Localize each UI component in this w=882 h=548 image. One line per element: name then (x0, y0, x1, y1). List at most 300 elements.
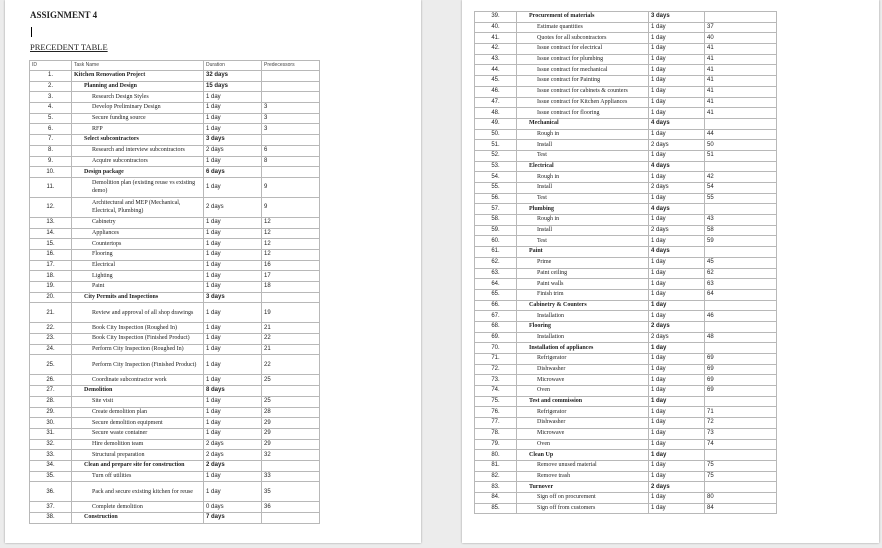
table-row (30, 167, 320, 178)
table-row (475, 386, 777, 397)
table-row (475, 300, 777, 311)
task-name: Coordinate subcontractor work (72, 375, 204, 386)
task-id: 31. (30, 428, 72, 439)
task-id: 50. (475, 129, 517, 140)
task-id: 5. (30, 113, 72, 124)
task-predecessors: 71 (705, 407, 777, 418)
task-name: Plumbing (517, 204, 649, 215)
task-duration: 1 day (649, 343, 705, 354)
task-name: Test and commission (517, 396, 649, 407)
task-duration: 1 day (204, 217, 262, 228)
task-predecessors: 3 (262, 113, 320, 124)
task-predecessors: 41 (705, 108, 777, 119)
task-id: 32. (30, 439, 72, 450)
table-row (30, 355, 320, 375)
task-id: 61. (475, 247, 517, 258)
task-predecessors: 6 (262, 145, 320, 156)
document-page-2 (462, 0, 879, 543)
task-duration: 1 day (649, 65, 705, 76)
task-name: Issue contract for plumbing (517, 54, 649, 65)
task-predecessors: 59 (705, 236, 777, 247)
table-row (475, 503, 777, 514)
task-id: 42. (475, 44, 517, 55)
task-id: 26. (30, 375, 72, 386)
task-name: Hire demolition team (72, 439, 204, 450)
document-page-1 (5, 0, 421, 543)
task-predecessors: 58 (705, 225, 777, 236)
task-predecessors (705, 12, 777, 23)
table-row (30, 513, 320, 524)
task-duration: 1 day (204, 396, 262, 407)
task-duration: 0 days (204, 502, 262, 513)
task-name: Remove trash (517, 471, 649, 482)
task-name: Issue contract for flooring (517, 108, 649, 119)
task-predecessors (262, 460, 320, 471)
task-duration: 1 day (649, 150, 705, 161)
task-predecessors: 69 (705, 386, 777, 397)
table-row (30, 502, 320, 513)
task-id: 83. (475, 482, 517, 493)
task-predecessors: 28 (262, 407, 320, 418)
task-predecessors: 32 (262, 450, 320, 461)
task-predecessors (705, 300, 777, 311)
task-predecessors (262, 81, 320, 92)
task-id: 27. (30, 386, 72, 397)
task-name: Select subcontractors (72, 135, 204, 146)
task-duration: 4 days (649, 204, 705, 215)
task-name: Flooring (517, 321, 649, 332)
task-name: Complete demolition (72, 502, 204, 513)
table-row (475, 33, 777, 44)
task-predecessors: 72 (705, 418, 777, 429)
task-duration: 1 day (204, 471, 262, 482)
table-row (475, 332, 777, 343)
task-duration: 1 day (204, 375, 262, 386)
table-header-row (30, 61, 320, 71)
task-id: 18. (30, 271, 72, 282)
task-duration: 1 day (649, 44, 705, 55)
task-predecessors: 69 (705, 364, 777, 375)
table-row (475, 289, 777, 300)
task-name: Construction (72, 513, 204, 524)
task-name: Installation of appliances (517, 343, 649, 354)
task-name: Cabinetry & Counters (517, 300, 649, 311)
task-name: Issue contract for Painting (517, 76, 649, 87)
task-id: 30. (30, 418, 72, 429)
task-duration: 1 day (649, 193, 705, 204)
task-id: 21. (30, 303, 72, 323)
task-duration: 7 days (204, 513, 262, 524)
task-id: 84. (475, 492, 517, 503)
table-row (475, 460, 777, 471)
task-id: 82. (475, 471, 517, 482)
task-predecessors: 18 (262, 282, 320, 293)
task-predecessors: 74 (705, 439, 777, 450)
task-predecessors: 64 (705, 289, 777, 300)
task-predecessors: 19 (262, 303, 320, 323)
task-id: 39. (475, 12, 517, 23)
table-row (30, 145, 320, 156)
task-id: 49. (475, 118, 517, 129)
task-name: Secure demolition equipment (72, 418, 204, 429)
task-id: 64. (475, 279, 517, 290)
table-row (475, 215, 777, 226)
task-duration: 1 day (649, 76, 705, 87)
table-body-1 (30, 71, 320, 524)
table-row (475, 311, 777, 322)
task-predecessors: 44 (705, 129, 777, 140)
task-name: Research and interview subcontractors (72, 145, 204, 156)
table-row (475, 225, 777, 236)
table-row (475, 150, 777, 161)
task-duration: 2 days (649, 332, 705, 343)
task-name: Quotes for all subcontractors (517, 33, 649, 44)
task-id: 54. (475, 172, 517, 183)
task-id: 58. (475, 215, 517, 226)
table-row (30, 282, 320, 293)
task-name: Dishwasher (517, 364, 649, 375)
task-predecessors: 48 (705, 332, 777, 343)
task-duration: 1 day (204, 323, 262, 334)
table-row (475, 204, 777, 215)
task-name: Issue contract for mechanical (517, 65, 649, 76)
task-name: Flooring (72, 249, 204, 260)
task-id: 67. (475, 311, 517, 322)
table-row (30, 217, 320, 228)
table-body-2 (475, 12, 777, 514)
task-predecessors: 41 (705, 76, 777, 87)
task-id: 22. (30, 323, 72, 334)
task-duration: 1 day (204, 156, 262, 167)
task-duration: 1 day (649, 396, 705, 407)
task-name: Test (517, 236, 649, 247)
task-id: 60. (475, 236, 517, 247)
task-name: Finish trim (517, 289, 649, 300)
task-id: 16. (30, 249, 72, 260)
task-duration: 1 day (649, 289, 705, 300)
task-duration: 1 day (649, 86, 705, 97)
task-id: 65. (475, 289, 517, 300)
task-name: Sign off on procurement (517, 492, 649, 503)
task-duration: 6 days (204, 167, 262, 178)
task-duration: 1 day (649, 97, 705, 108)
task-duration: 1 day (649, 386, 705, 397)
table-row (475, 118, 777, 129)
task-predecessors (262, 135, 320, 146)
task-name: Install (517, 140, 649, 151)
table-row (475, 450, 777, 461)
task-duration: 1 day (204, 228, 262, 239)
header-task-name: Task Name (72, 61, 204, 71)
task-predecessors: 12 (262, 228, 320, 239)
task-id: 75. (475, 396, 517, 407)
task-duration: 1 day (649, 364, 705, 375)
table-row (475, 161, 777, 172)
task-name: Paint ceiling (517, 268, 649, 279)
task-id: 8. (30, 145, 72, 156)
task-name: Demolition (72, 386, 204, 397)
table-row (30, 386, 320, 397)
task-id: 73. (475, 375, 517, 386)
table-row (30, 156, 320, 167)
task-predecessors (705, 247, 777, 258)
task-name: Planning and Design (72, 81, 204, 92)
table-row (475, 22, 777, 33)
task-id: 80. (475, 450, 517, 461)
task-duration: 2 days (204, 439, 262, 450)
header-predecessors: Predecessors (262, 61, 320, 71)
task-predecessors: 40 (705, 33, 777, 44)
table-row (30, 71, 320, 82)
task-predecessors: 36 (262, 502, 320, 513)
task-duration: 3 days (204, 135, 262, 146)
precedent-table-part-1 (29, 60, 320, 524)
table-row (30, 292, 320, 303)
task-id: 59. (475, 225, 517, 236)
task-name: Rough in (517, 215, 649, 226)
task-name: Microwave (517, 428, 649, 439)
task-name: Estimate quantities (517, 22, 649, 33)
task-predecessors: 41 (705, 44, 777, 55)
task-id: 53. (475, 161, 517, 172)
task-name: Lighting (72, 271, 204, 282)
table-row (475, 257, 777, 268)
task-id: 71. (475, 354, 517, 365)
task-duration: 1 day (649, 268, 705, 279)
task-predecessors (705, 204, 777, 215)
task-name: Mechanical (517, 118, 649, 129)
task-id: 66. (475, 300, 517, 311)
table-row (30, 396, 320, 407)
task-id: 20. (30, 292, 72, 303)
precedent-table-heading: PRECEDENT TABLE (30, 42, 108, 52)
table-row (30, 450, 320, 461)
table-row (475, 97, 777, 108)
task-duration: 1 day (649, 279, 705, 290)
task-duration: 2 days (649, 183, 705, 194)
task-name: Design package (72, 167, 204, 178)
task-duration: 1 day (204, 249, 262, 260)
table-row (475, 354, 777, 365)
task-name: Refrigerator (517, 407, 649, 418)
task-name: Cabinetry (72, 217, 204, 228)
task-predecessors: 69 (705, 354, 777, 365)
task-predecessors: 45 (705, 257, 777, 268)
table-row (475, 172, 777, 183)
task-name: Electrical (72, 260, 204, 271)
task-id: 72. (475, 364, 517, 375)
task-duration: 1 day (649, 129, 705, 140)
task-duration: 1 day (204, 482, 262, 502)
task-predecessors (262, 167, 320, 178)
task-name: Site visit (72, 396, 204, 407)
table-row (475, 364, 777, 375)
table-row (475, 279, 777, 290)
task-id: 51. (475, 140, 517, 151)
task-predecessors: 21 (262, 323, 320, 334)
table-row (475, 65, 777, 76)
task-id: 1. (30, 71, 72, 82)
task-duration: 1 day (649, 257, 705, 268)
task-predecessors: 43 (705, 215, 777, 226)
task-predecessors: 12 (262, 217, 320, 228)
task-duration: 1 day (204, 92, 262, 103)
table-row (30, 135, 320, 146)
task-id: 78. (475, 428, 517, 439)
table-row (30, 344, 320, 355)
task-name: Paint walls (517, 279, 649, 290)
task-duration: 1 day (649, 460, 705, 471)
task-id: 57. (475, 204, 517, 215)
task-duration: 1 day (204, 260, 262, 271)
task-id: 29. (30, 407, 72, 418)
table-row (475, 193, 777, 204)
table-row (475, 428, 777, 439)
task-duration: 1 day (649, 450, 705, 461)
task-predecessors: 9 (262, 197, 320, 217)
task-name: Installation (517, 311, 649, 322)
task-predecessors (262, 386, 320, 397)
task-duration: 2 days (649, 140, 705, 151)
table-row (475, 321, 777, 332)
task-id: 14. (30, 228, 72, 239)
task-predecessors: 73 (705, 428, 777, 439)
task-name: Secure waste container (72, 428, 204, 439)
table-row (475, 44, 777, 55)
assignment-title: ASSIGNMENT 4 (30, 10, 98, 20)
task-id: 35. (30, 471, 72, 482)
task-predecessors: 35 (262, 482, 320, 502)
task-name: Sign off from customers (517, 503, 649, 514)
table-row (30, 334, 320, 345)
table-row (30, 428, 320, 439)
task-predecessors: 29 (262, 439, 320, 450)
task-id: 15. (30, 239, 72, 250)
task-name: Oven (517, 386, 649, 397)
task-duration: 1 day (649, 300, 705, 311)
task-duration: 4 days (649, 247, 705, 258)
task-duration: 1 day (649, 375, 705, 386)
table-row (475, 343, 777, 354)
task-id: 68. (475, 321, 517, 332)
task-predecessors (705, 396, 777, 407)
task-duration: 1 day (204, 418, 262, 429)
task-predecessors (705, 161, 777, 172)
task-predecessors: 8 (262, 156, 320, 167)
task-duration: 4 days (649, 161, 705, 172)
task-duration: 4 days (649, 118, 705, 129)
task-predecessors: 3 (262, 124, 320, 135)
table-row (475, 183, 777, 194)
task-duration: 1 day (204, 271, 262, 282)
task-id: 74. (475, 386, 517, 397)
table-row (30, 103, 320, 114)
task-predecessors: 51 (705, 150, 777, 161)
table-row (30, 260, 320, 271)
task-duration: 1 day (204, 113, 262, 124)
task-name: Issue contract for electrical (517, 44, 649, 55)
task-duration: 1 day (204, 282, 262, 293)
task-id: 81. (475, 460, 517, 471)
task-duration: 1 day (649, 503, 705, 514)
table-row (475, 54, 777, 65)
task-duration: 1 day (649, 54, 705, 65)
task-predecessors: 25 (262, 396, 320, 407)
task-id: 36. (30, 482, 72, 502)
task-predecessors (262, 292, 320, 303)
task-id: 25. (30, 355, 72, 375)
task-name: Rough in (517, 172, 649, 183)
task-name: Perform City Inspection (Finished Product) (72, 355, 204, 375)
task-name: Dishwasher (517, 418, 649, 429)
task-duration: 8 days (204, 386, 262, 397)
table-row (30, 92, 320, 103)
task-id: 69. (475, 332, 517, 343)
task-id: 46. (475, 86, 517, 97)
task-name: Remove unused material (517, 460, 649, 471)
task-duration: 1 day (649, 471, 705, 482)
table-row (475, 247, 777, 258)
task-id: 11. (30, 177, 72, 197)
task-duration: 3 days (649, 12, 705, 23)
task-id: 48. (475, 108, 517, 119)
table-row (475, 129, 777, 140)
task-predecessors: 42 (705, 172, 777, 183)
task-predecessors (705, 343, 777, 354)
table-row (475, 471, 777, 482)
task-id: 55. (475, 183, 517, 194)
task-id: 47. (475, 97, 517, 108)
task-predecessors: 50 (705, 140, 777, 151)
task-id: 56. (475, 193, 517, 204)
task-predecessors: 22 (262, 355, 320, 375)
table-row (30, 124, 320, 135)
task-id: 37. (30, 502, 72, 513)
task-id: 28. (30, 396, 72, 407)
task-duration: 2 days (649, 225, 705, 236)
task-predecessors: 63 (705, 279, 777, 290)
task-duration: 1 day (204, 103, 262, 114)
task-id: 2. (30, 81, 72, 92)
task-predecessors (705, 321, 777, 332)
table-row (475, 418, 777, 429)
table-row (475, 396, 777, 407)
task-name: Turn off utilities (72, 471, 204, 482)
task-predecessors (262, 92, 320, 103)
task-id: 77. (475, 418, 517, 429)
task-id: 3. (30, 92, 72, 103)
task-duration: 1 day (204, 239, 262, 250)
task-name: Prime (517, 257, 649, 268)
task-duration: 1 day (649, 418, 705, 429)
task-id: 45. (475, 76, 517, 87)
table-row (30, 81, 320, 92)
task-duration: 1 day (649, 492, 705, 503)
task-predecessors: 22 (262, 334, 320, 345)
task-predecessors: 69 (705, 375, 777, 386)
task-predecessors: 33 (262, 471, 320, 482)
table-row (30, 482, 320, 502)
task-duration: 15 days (204, 81, 262, 92)
task-id: 33. (30, 450, 72, 461)
task-duration: 1 day (649, 215, 705, 226)
task-duration: 1 day (204, 303, 262, 323)
task-id: 9. (30, 156, 72, 167)
precedent-table-part-2 (474, 11, 777, 514)
task-name: Secure funding source (72, 113, 204, 124)
task-id: 12. (30, 197, 72, 217)
table-row (475, 76, 777, 87)
